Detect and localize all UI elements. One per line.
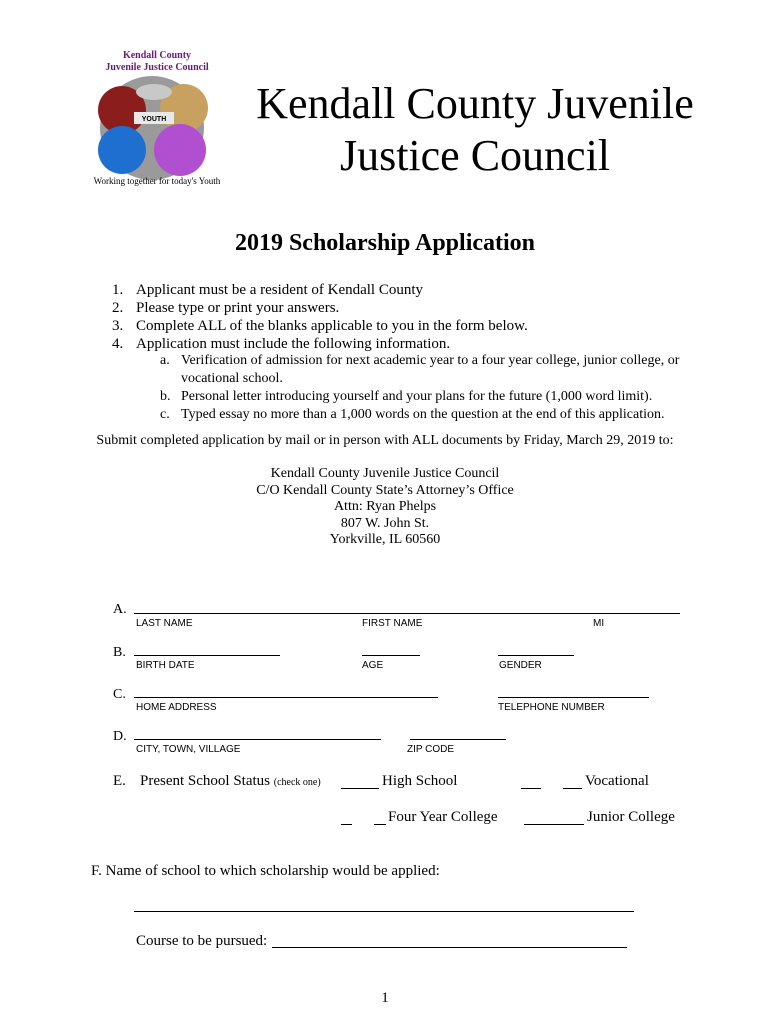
logo-center-text: YOUTH xyxy=(141,116,167,123)
high-school-option: High School xyxy=(382,773,458,789)
vocational-blank-1[interactable] xyxy=(521,788,541,789)
course-label: Course to be pursued: xyxy=(136,933,268,949)
course-input-line[interactable] xyxy=(272,947,627,948)
page-title: Kendall County Juvenile Justice Council xyxy=(256,79,694,180)
school-name-input-line[interactable] xyxy=(134,911,634,912)
first-name-caption: FIRST NAME xyxy=(362,618,423,629)
instruction-item: 1. Applicant must be a resident of Kendall County xyxy=(112,282,424,298)
city-caption: CITY, TOWN, VILLAGE xyxy=(136,744,241,755)
sub-item: a. Verification of admission for next academic year to a four year college, junior college, or xyxy=(160,353,680,368)
birth-date-caption: BIRTH DATE xyxy=(136,660,195,671)
junior-college-checkbox[interactable] xyxy=(524,824,584,825)
logo-bottom-text: Working together for today's Youth xyxy=(93,176,221,186)
field-e-label: E. xyxy=(113,773,126,789)
field-d-label: D. xyxy=(113,729,127,744)
instruction-item: 4. Application must include the following information. xyxy=(112,336,451,352)
application-subtitle: 2019 Scholarship Application xyxy=(234,230,536,256)
city-input-line[interactable] xyxy=(134,739,381,740)
council-logo xyxy=(92,48,222,188)
mailing-address: Kendall County Juvenile Justice Council C/O Kendall County State’s Attorney’s Office Attn: Ryan Phelps 807 W. John St. Yorkville, IL 60560 xyxy=(256,466,514,547)
instruction-item: 2. Please type or print your answers. xyxy=(112,300,340,316)
page-number: 1 xyxy=(381,990,389,1006)
four-year-option: Four Year College xyxy=(388,809,498,825)
vocational-option: Vocational xyxy=(585,773,649,789)
four-year-blank-1[interactable] xyxy=(341,824,352,825)
submit-instructions: Submit completed application by mail or in person with ALL documents by Friday, March 29, 2019 to: xyxy=(96,433,674,448)
home-address-caption: HOME ADDRESS xyxy=(136,702,217,713)
age-caption: AGE xyxy=(362,660,384,671)
school-status-label: Present School Status (check one) xyxy=(140,773,321,789)
zip-caption: ZIP CODE xyxy=(407,744,455,755)
vocational-checkbox[interactable] xyxy=(563,788,582,789)
instruction-item: 3. Complete ALL of the blanks applicable to you in the form below. xyxy=(112,318,528,334)
telephone-input-line[interactable] xyxy=(498,697,649,698)
gender-caption: GENDER xyxy=(499,660,542,671)
last-name-caption: LAST NAME xyxy=(136,618,193,629)
field-c-label: C. xyxy=(113,687,126,702)
name-input-line[interactable] xyxy=(134,613,680,614)
birth-date-input-line[interactable] xyxy=(134,655,280,656)
gender-input-line[interactable] xyxy=(498,655,574,656)
mi-caption: MI xyxy=(593,618,605,629)
zip-input-line[interactable] xyxy=(410,739,506,740)
logo-top-text: Kendall County xyxy=(122,50,192,61)
home-address-input-line[interactable] xyxy=(134,697,438,698)
junior-college-option: Junior College xyxy=(587,809,675,825)
field-a-label: A. xyxy=(113,602,127,617)
field-b-label: B. xyxy=(113,645,126,660)
logo-top-text2: Juvenile Justice Council xyxy=(105,62,209,73)
age-input-line[interactable] xyxy=(362,655,420,656)
instructions-list xyxy=(112,281,528,353)
high-school-checkbox[interactable] xyxy=(341,788,379,789)
school-name-prompt: F. Name of school to which scholarship would be applied: xyxy=(91,863,440,879)
sub-items-list xyxy=(160,352,700,424)
sub-item: vocational school. xyxy=(181,371,283,386)
four-year-checkbox[interactable] xyxy=(374,824,386,825)
sub-item: b. Personal letter introducing yourself and your plans for the future (1,000 word limit). xyxy=(160,389,653,404)
telephone-caption: TELEPHONE NUMBER xyxy=(498,702,605,713)
sub-item: c. Typed essay no more than a 1,000 words on the question at the end of this application. xyxy=(160,407,665,422)
